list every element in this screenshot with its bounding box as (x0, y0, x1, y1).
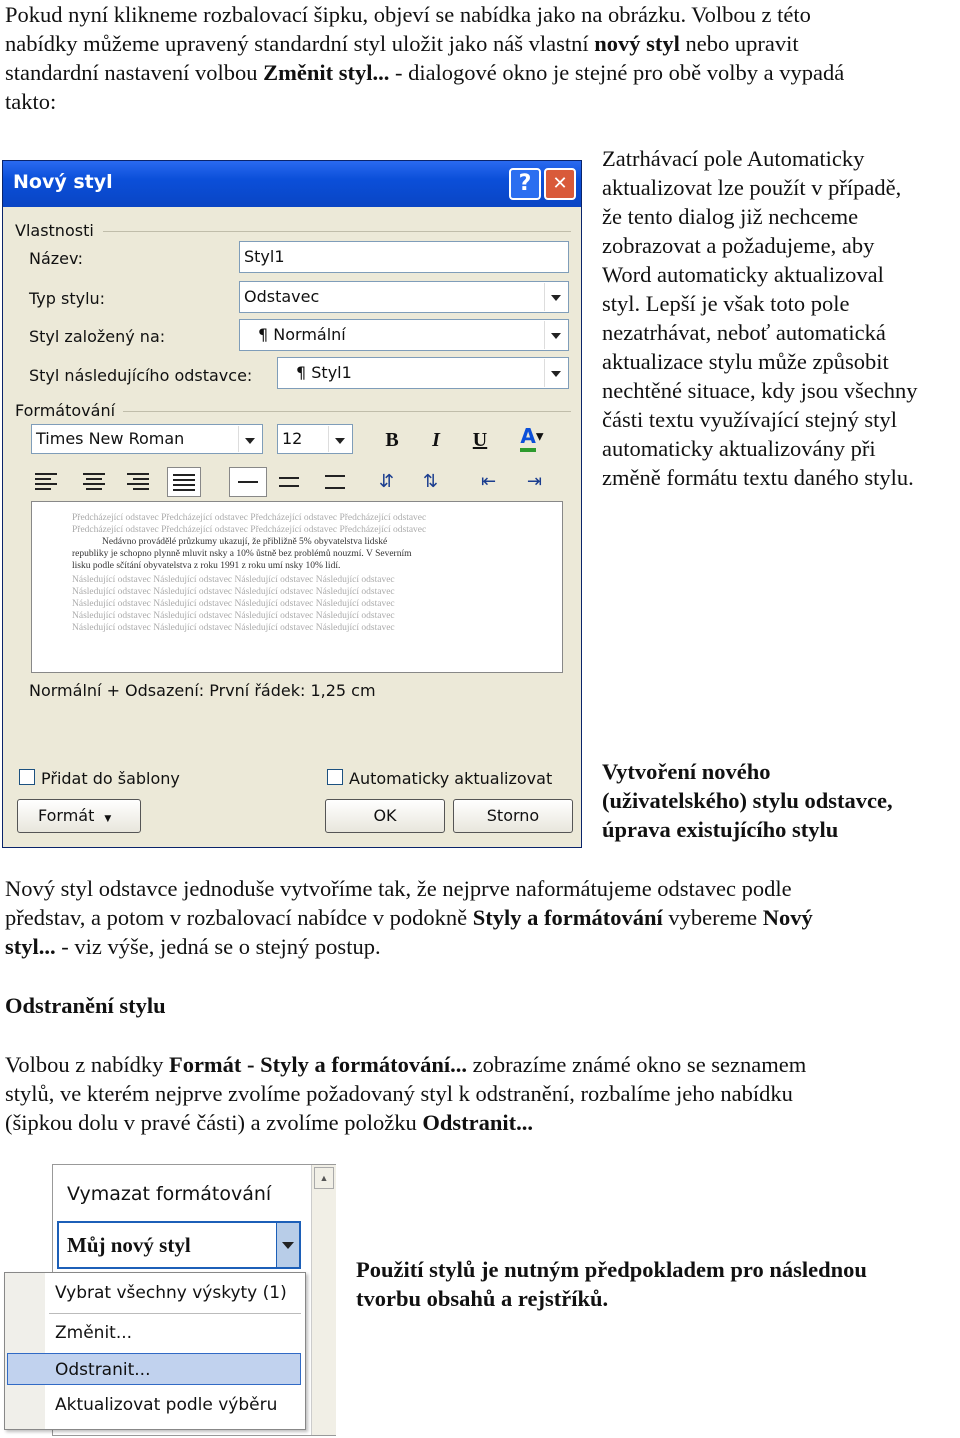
selected-style-box[interactable] (57, 1221, 301, 1269)
figure-caption-1: Vytvoření nového (uživatelského) stylu odstavce, úprava existujícího stylu (602, 759, 893, 842)
close-button[interactable]: ✕ (544, 168, 576, 200)
bold-new-style: nový styl (594, 31, 680, 56)
preview-line-1: Nedávno provádělé průzkumy ukazují, že přibližně 5% obyvatelstva lidské (102, 537, 388, 547)
ok-button[interactable]: OK (325, 799, 445, 833)
intro-line-4: takto: (5, 89, 57, 114)
preview-next-2: Následující odstavec Následující odstavec Následující odstavec Následující odstavec (72, 587, 395, 597)
selected-style-name: Můj nový styl (67, 1233, 191, 1257)
decrease-space-icon[interactable]: ⇅ (423, 471, 439, 492)
preview-prev-2: Předcházející odstavec Předcházející odstavec Předcházející odstavec Předcházející odstavec (72, 525, 427, 535)
preview-next-3: Následující odstavec Následující odstavec Následující odstavec Následující odstavec (72, 599, 395, 609)
based-on-label: Styl založený na: (29, 327, 166, 346)
intro-line-3: standardní nastavení volbou Změnit styl... - dialogové okno je stejné pro obě volby a vypadá (5, 60, 845, 85)
align-center-icon[interactable] (83, 473, 105, 491)
chevron-down-icon[interactable] (544, 359, 567, 387)
increase-space-icon[interactable]: ⇵ (379, 471, 395, 492)
decrease-indent-icon[interactable]: ⇤ (481, 471, 497, 492)
align-right-icon[interactable] (127, 473, 149, 491)
preview-prev-1: Předcházející odstavec Předcházející odstavec Předcházející odstavec Předcházející odstavec (72, 513, 427, 523)
add-to-template-checkbox[interactable] (19, 769, 35, 785)
menu-item-modify[interactable]: Změnit... (55, 1323, 133, 1343)
style-preview (31, 501, 563, 673)
pane-scrollbar[interactable] (311, 1165, 336, 1435)
style-context-menu (4, 1272, 306, 1430)
italic-button[interactable]: I (432, 429, 440, 451)
chevron-down-icon[interactable] (544, 283, 567, 311)
chevron-down-icon[interactable] (328, 426, 351, 452)
next-style-label: Styl následujícího odstavce: (29, 366, 253, 385)
preview-line-2: republiky je schopno plynně mluvit nsky a 10% ůstně bez problémů nouzmí. V Severním (72, 549, 412, 559)
single-spacing-icon[interactable] (229, 467, 267, 497)
increase-indent-icon[interactable]: ⇥ (527, 471, 543, 492)
dialog-titlebar (3, 161, 581, 207)
one-half-spacing-icon[interactable] (279, 473, 301, 491)
auto-update-checkbox[interactable] (327, 769, 343, 785)
chevron-down-icon: ▼ (104, 814, 112, 824)
double-spacing-icon[interactable] (325, 473, 347, 491)
menu-separator (49, 1313, 301, 1314)
help-button[interactable]: ? (509, 168, 541, 200)
chevron-down-icon[interactable] (238, 426, 261, 452)
preview-next-4: Následující odstavec Následující odstavec Následující odstavec Následující odstavec (72, 611, 395, 621)
preview-next-5: Následující odstavec Následující odstavec Následující odstavec Následující odstavec (72, 623, 395, 633)
properties-group-label: Vlastnosti (15, 221, 94, 240)
menu-item-delete: Odstranit... (55, 1360, 151, 1380)
clear-formatting-item[interactable]: Vymazat formátování (67, 1183, 272, 1205)
name-label: Název: (29, 249, 83, 268)
style-type-label: Typ stylu: (29, 289, 106, 308)
next-style-select[interactable]: ¶ Styl1 (277, 357, 569, 389)
formatting-divider (123, 411, 571, 412)
font-size-select[interactable]: 12 (277, 424, 353, 454)
menu-item-update[interactable]: Aktualizovat podle výběru (55, 1395, 278, 1415)
align-left-icon[interactable] (35, 473, 57, 491)
intro-paragraph (5, 0, 955, 116)
menu-icon-strip (5, 1273, 45, 1429)
add-to-template-label: Přidat do šablony (41, 769, 180, 788)
font-color-button[interactable]: A▼ (509, 423, 555, 449)
cancel-button[interactable]: Storno (453, 799, 573, 833)
chevron-down-icon: ▼ (535, 431, 544, 443)
dialog-title: Nový styl (13, 171, 113, 193)
scroll-up-icon[interactable]: ▲ (314, 1167, 334, 1189)
new-style-dialog (2, 160, 582, 848)
figure-caption-2: Použití stylů je nutným předpokladem pro následnou tvorbu obsahů a rejstříků. (356, 1257, 867, 1311)
side-note: Zatrhávací pole Automaticky aktualizovat lze použít v případě, že tento dialog již nechceme zobrazovat a požadujeme, aby Word automaticky aktualizoval styl. Lepší je však toto pole nezatrhávat, neboť automatická aktualizace stylu může způsobit nechtěné situace, kdy jsou všechny části textu využívající stejný styl automaticky aktualizovány při změně formátu textu daného stylu. (602, 146, 918, 490)
justify-icon[interactable] (167, 467, 201, 497)
preview-line-3: lisku podle sčítání obyvatelstva z roku 1991 z roku umí nsky 10% lidí. (72, 561, 341, 571)
underline-button[interactable]: U (472, 429, 488, 451)
bold-change-style: Změnit styl... (263, 60, 390, 85)
format-button[interactable]: Formát ▼ (17, 799, 141, 833)
remove-style-paragraph: Volbou z nabídky Formát - Styly a formátování... zobrazíme známé okno se seznamem stylů, ve kterém nejprve zvolíme požadovaný styl k odstranění, rozbalíme jeho nabídku (šipkou dolu v pravé části) a zvolíme položku Odstranit... (5, 1052, 807, 1135)
auto-update-label: Automaticky aktualizovat (349, 769, 553, 788)
remove-style-heading: Odstranění stylu (5, 993, 166, 1018)
formatting-group-label: Formátování (15, 401, 116, 420)
chevron-down-icon[interactable] (544, 321, 567, 349)
menu-item-select-all[interactable]: Vybrat všechny výskyty (1) (55, 1283, 287, 1303)
preview-next-1: Následující odstavec Následující odstavec Následující odstavec Následující odstavec (72, 575, 395, 585)
chevron-down-icon[interactable] (276, 1223, 299, 1267)
menu-item-delete-highlight[interactable] (7, 1353, 301, 1385)
intro-line-2: nabídky můžeme upravený standardní styl uložit jako náš vlastní nový styl nebo upravit (5, 31, 799, 56)
font-select[interactable]: Times New Roman (31, 424, 263, 454)
properties-divider (103, 231, 571, 232)
name-input[interactable]: Styl1 (239, 241, 569, 273)
new-style-paragraph: Nový styl odstavce jednoduše vytvoříme tak, že nejprve naformátujeme odstavec podle představ, a potom v rozbalovací nabídce v podokně Styly a formátování vybereme Nový styl... - viz výše, jedná se o stejný postup. (5, 876, 813, 959)
based-on-select[interactable]: ¶ Normální (239, 319, 569, 351)
bold-button[interactable]: B (385, 429, 399, 451)
style-type-select[interactable]: Odstavec (239, 281, 569, 313)
style-description: Normální + Odsazení: První řádek: 1,25 cm (29, 681, 376, 700)
intro-line-1: Pokud nyní klikneme rozbalovací šipku, objeví se nabídka jako na obrázku. Volbou z této (5, 2, 811, 27)
